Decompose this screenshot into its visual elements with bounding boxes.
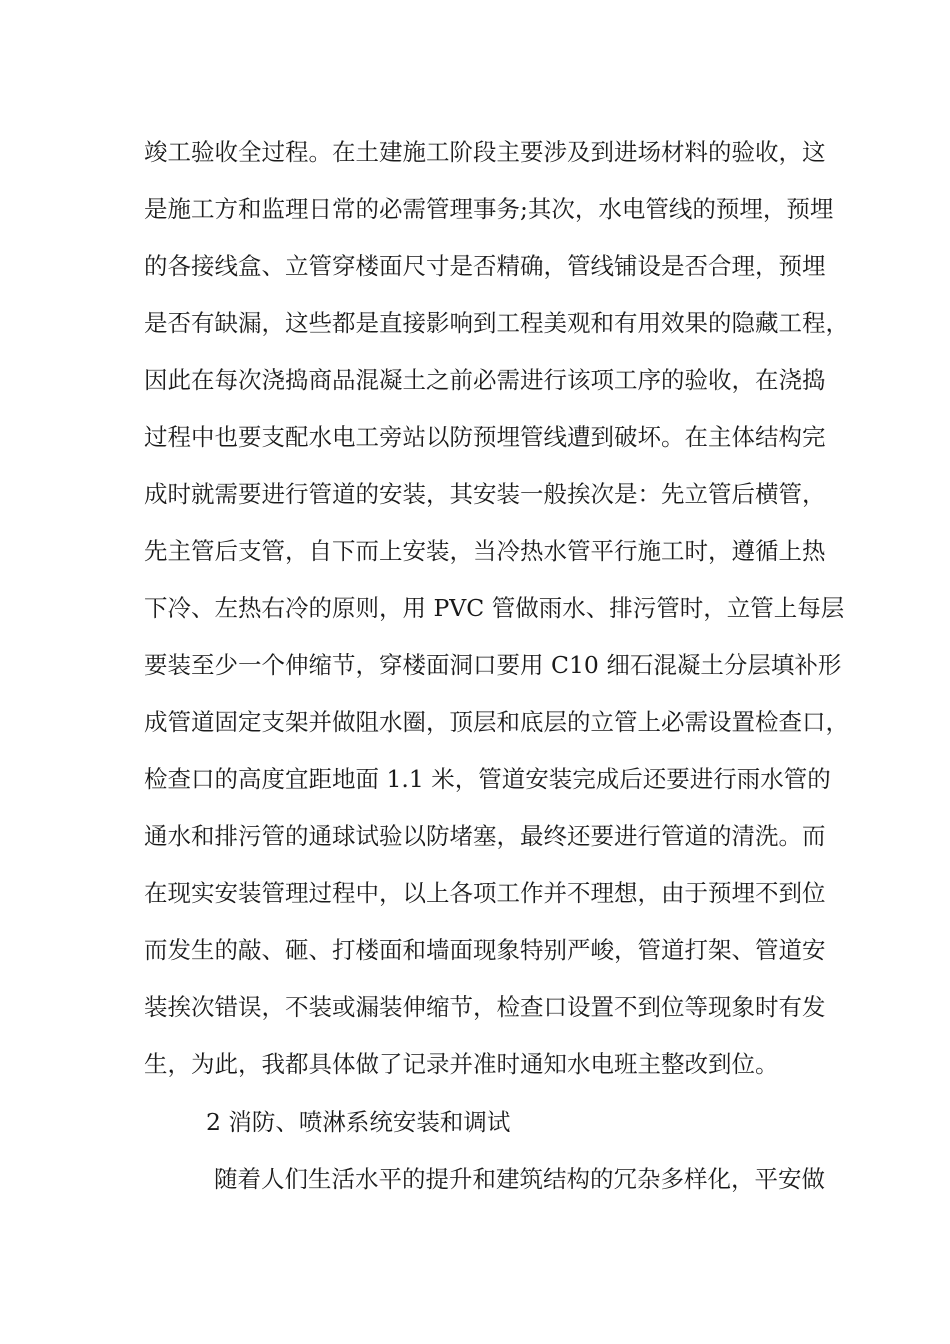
paragraph-line: 是否有缺漏，这些都是直接影响到工程美观和有用效果的隐藏工程， [144,309,849,337]
paragraph-line: 因此在每次浇捣商品混凝土之前必需进行该项工序的验收，在浇捣 [144,366,826,394]
paragraph-line: 而发生的敲、砸、打楼面和墙面现象特别严峻，管道打架、管道安 [144,936,826,964]
section-heading: 2 消防、喷淋系统安装和调试 [206,1108,511,1136]
paragraph-line: 过程中也要支配水电工旁站以防预埋管线遭到破坏。在主体结构完 [144,423,826,451]
paragraph-line: 的各接线盒、立管穿楼面尺寸是否精确，管线铺设是否合理，预埋 [144,252,826,280]
paragraph-line: 在现实安装管理过程中，以上各项工作并不理想，由于预埋不到位 [144,879,826,907]
paragraph-line: 通水和排污管的通球试验以防堵塞，最终还要进行管道的清洗。而 [144,822,826,850]
paragraph-line: 下冷、左热右冷的原则，用 PVC 管做雨水、排污管时，立管上每层 [144,594,845,622]
paragraph-line: 先主管后支管，自下而上安装，当冷热水管平行施工时，遵循上热 [144,537,826,565]
paragraph-line: 竣工验收全过程。在土建施工阶段主要涉及到进场材料的验收，这 [144,138,826,166]
paragraph-line: 随着人们生活水平的提升和建筑结构的冗杂多样化，平安做 [214,1165,825,1193]
paragraph-line: 成管道固定支架并做阻水圈，顶层和底层的立管上必需设置检查口， [144,708,849,736]
paragraph-line: 要装至少一个伸缩节，穿楼面洞口要用 C10 细石混凝土分层填补形 [144,651,842,679]
paragraph-line: 装挨次错误，不装或漏装伸缩节，检查口设置不到位等现象时有发 [144,993,826,1021]
paragraph-line: 成时就需要进行管道的安装，其安装一般挨次是：先立管后横管， [144,480,826,508]
paragraph-line: 是施工方和监理日常的必需管理事务;其次，水电管线的预埋，预埋 [144,195,834,223]
paragraph-line: 检查口的高度宜距地面 1.1 米，管道安装完成后还要进行雨水管的 [144,765,831,793]
paragraph-line: 生，为此，我都具体做了记录并准时通知水电班主整改到位。 [144,1050,779,1078]
